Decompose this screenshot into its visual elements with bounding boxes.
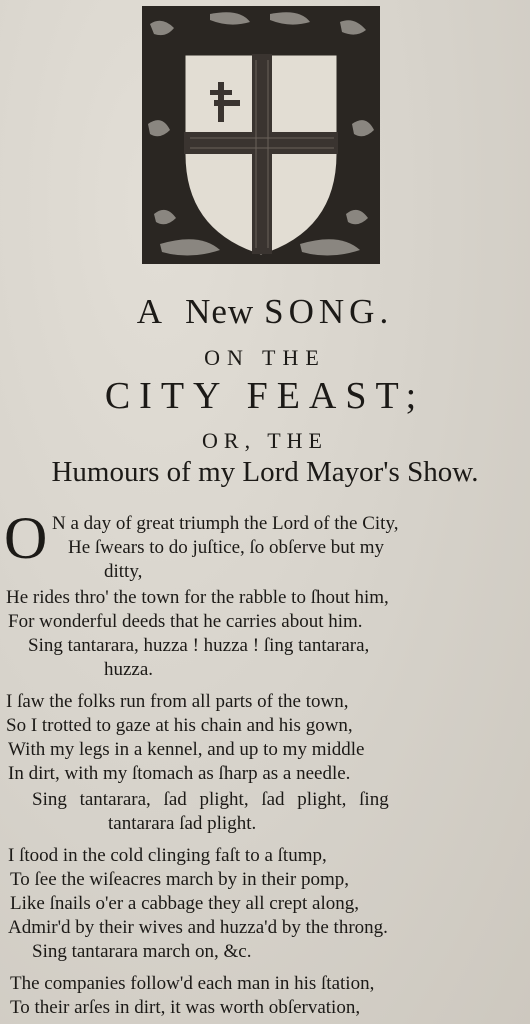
verse2-line3: With my legs in a kennel, and up to my middle [8, 739, 365, 760]
verse3-line1: I ſtood in the cold clinging faſt to a ſtump, [8, 845, 327, 866]
verse1-line5: For wonderful deeds that he carries about him. [8, 611, 363, 632]
title-song: SONG. [264, 292, 394, 331]
verse2-refrain-end: tantarara ſad plight. [108, 813, 257, 834]
verse1-line1: N a day of great triumph the Lord of the City, [52, 513, 399, 534]
verse2-refrain: Sing tantarara, ſad plight, ſad plight, ſing [32, 789, 389, 810]
verse1-line3: ditty, [104, 561, 143, 582]
city-arms-woodcut [140, 4, 382, 268]
verse3-line4: Admir'd by their wives and huzza'd by the throng. [8, 917, 388, 938]
drop-cap: O [4, 505, 48, 571]
title-line-on-the: ON THE [204, 345, 326, 370]
verse2-line4: In dirt, with my ſtomach as ſharp as a needle. [8, 763, 351, 784]
verse4-line2: To their arſes in dirt, it was worth obſervation, [10, 997, 361, 1018]
verse2-line1: I ſaw the folks run from all parts of the town, [6, 691, 349, 712]
verse1-line2: He ſwears to do juſtice, ſo obſerve but my [68, 537, 385, 558]
verse3-line3: Like ſnails o'er a cabbage they all crept along, [10, 893, 359, 914]
verse4-line1: The companies follow'd each man in his ſtation, [10, 973, 375, 994]
title-line-humours: Humours of my Lord Mayor's Show. [51, 456, 479, 488]
title-line-new-song [0, 292, 530, 332]
title-new: New [185, 292, 255, 331]
title-article: A [136, 292, 164, 331]
verse3-line2: To ſee the wiſeacres march by in their pomp, [10, 869, 349, 890]
title-line-city-feast: CITY FEAST; [104, 375, 426, 417]
verse2-line2: So I trotted to gaze at his chain and his gown, [6, 715, 353, 736]
verse3-refrain: Sing tantarara march on, &c. [32, 941, 252, 962]
verse1-line4: He rides thro' the town for the rabble to ſhout him, [6, 587, 389, 608]
verse1-refrain: Sing tantarara, huzza ! huzza ! ſing tantarara, [28, 635, 370, 656]
title-line-or-the: OR, THE [202, 428, 328, 453]
verse1-refrain-end: huzza. [104, 659, 154, 680]
